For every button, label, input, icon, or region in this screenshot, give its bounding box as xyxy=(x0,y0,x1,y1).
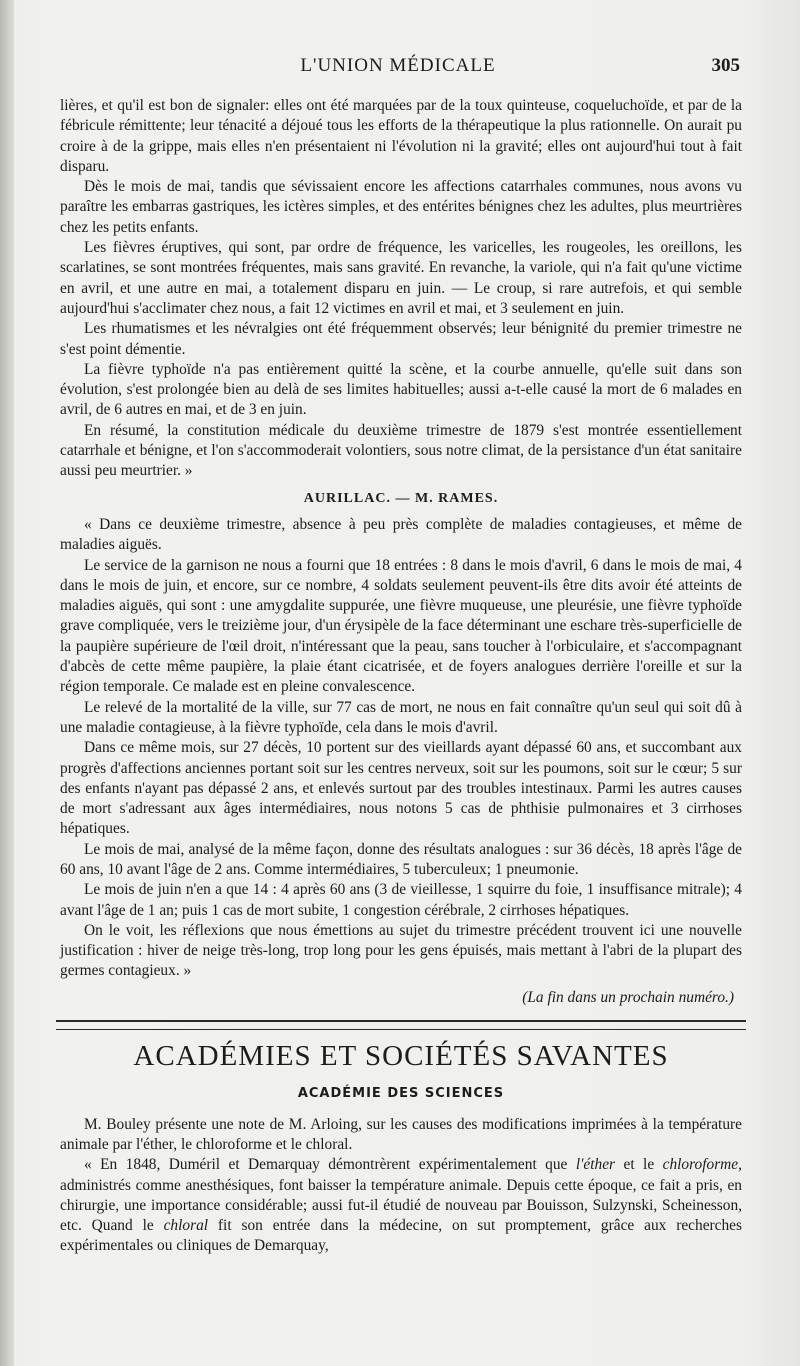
article-body xyxy=(60,96,742,1257)
paragraph: Le relevé de la mortalité de la ville, sur 77 cas de mort, ne nous en fait connaître qu'un seul qui soit dû à une maladie contagieuse, à la fièvre typhoïde, cela dans le mois d'avril. xyxy=(60,698,742,736)
paragraph: Les rhumatismes et les névralgies ont été fréquemment observés; leur bénignité du premier trimestre ne s'est point démentie. xyxy=(60,320,742,358)
paragraph: La fièvre typhoïde n'a pas entièrement quitté la scène, et la courbe annuelle, qu'elle suit dans son évolution, s'est prolongée bien au delà de ses limites habituelles; aussi a-t-elle causé la mort de 6 malades en avril, de 6 autres en mai, et de 3 en juin. xyxy=(60,360,742,419)
text-run: et le xyxy=(615,1156,663,1174)
sub-heading: ACADÉMIE DES SCIENCES xyxy=(297,1086,505,1102)
running-title: L'UNION MÉDICALE xyxy=(300,55,496,76)
paragraph: lières, et qu'il est bon de signaler: elles ont été marquées par de la toux quinteuse, coqueluchoïde, et par de la fébricule rémittente; leur ténacité a déjoué tous les efforts de la thérapeutique la plus rationnelle. On aurait pu croire à de la grippe, mais elles n'en présentaient ni l'évolution ni la gravité; elles ont aujourd'hui tout à fait disparu. xyxy=(60,97,742,175)
text-run: , administrés comme anesthésiques, font baisser la température animale. Depuis cette époque, ce fait a pris, en chirurgie, une importance considérable; aussi fut-il étudié de nouveau par Bouisson, Sulzynski, Scheinesson, etc. Quand le xyxy=(60,1156,742,1235)
text-run: « En 1848, Duméril et Demarquay démontrèrent expérimentalement que xyxy=(84,1156,576,1174)
paragraph xyxy=(60,1155,742,1256)
page-binding-edge xyxy=(0,0,14,1366)
paragraph: Le mois de juin n'en a que 14 : 4 après 60 ans (3 de vieillesse, 1 squirre du foie, 1 insuffisance mitrale); 4 avant l'âge de 1 an; puis 1 cas de mort subite, 1 congestion cérébrale, 2 cirrhoses hépatiques. xyxy=(60,881,742,919)
text-run: fit son entrée dans la médecine, on sut promptement, grâce aux recherches expérimentales ou cliniques de Demarquay, xyxy=(60,1217,743,1255)
paragraph: Dès le mois de mai, tandis que sévissaient encore les affections catarrhales communes, nous avons vu paraître les embarras gastriques, les ictères simples, et des entérites bénignes chez les adultes, plus meurtrières chez les petits enfants. xyxy=(60,178,742,236)
page-header xyxy=(56,55,740,81)
page-number: 305 xyxy=(711,55,740,76)
paragraph: Les fièvres éruptives, qui sont, par ordre de fréquence, les varicelles, les rougeoles, les oreillons, les scarlatines, se sont montrées fréquentes, mais sans gravité. En revanche, la variole, qui n'a fait qu'une victime en avril, et une autre en mai, a totalement disparu en juin. — Le croup, si rare autrefois, et qui semble aujourd'hui s'acclimater chez nous, a fait 12 victimes en avril et mai, et 3 seulement en juin. xyxy=(60,239,742,317)
paragraph: En résumé, la constitution médicale du deuxième trimestre de 1879 s'est montrée essentiellement catarrhale et bénigne, et l'on s'accommoderait volontiers, sous notre climat, de la persistance d'un état sanitaire aussi peu meurtrier. » xyxy=(60,421,742,480)
section-title-aurillac: AURILLAC. — M. RAMES. xyxy=(303,490,499,506)
italic-term: chloral xyxy=(163,1217,209,1235)
italic-term: chloroforme xyxy=(662,1156,739,1174)
main-heading: ACADÉMIES ET SOCIÉTÉS SAVANTES xyxy=(133,1040,669,1073)
continued-note: (La fin dans un prochain numéro.) xyxy=(522,988,734,1006)
paragraph: « Dans ce deuxième trimestre, absence à peu près complète de maladies contagieuses, et même de maladies aiguës. xyxy=(60,515,742,554)
paragraph: Le mois de mai, analysé de la même façon, donne des résultats analogues : sur 36 décès, 18 après l'âge de 60 ans, 10 avant l'âge de 2 ans. Comme intermédiaires, 5 tuberculeux; 1 pneumonie. xyxy=(60,840,742,878)
double-rule-divider xyxy=(56,1020,746,1030)
paragraph: Le service de la garnison ne nous a fourni que 18 entrées : 8 dans le mois d'avril, 6 dans le mois de mai, 4 dans le mois de juin, et encore, sur ce nombre, 4 soldats seulement peuvent-ils être dits avoir été atteints de maladies aiguës, qui sont : une amygdalite suppurée, une fièvre muqueuse, une pleurésie, une fièvre typhoïde grave compliquée, vers le treizième jour, d'un érysipèle de la face déterminant une eschare très-superficielle de la paupière supérieure de l'œil droit, n'intéressant que la peau, sans toucher à l'orbiculaire, et s'accompagnant d'abcès de cette même paupière, la plaie étant cicatrisée, et de foyers analogues derrière l'oreille et sur la région temporale. Ce malade est en pleine convalescence. xyxy=(60,556,743,696)
paragraph: Dans ce même mois, sur 27 décès, 10 portent sur des vieillards ayant dépassé 60 ans, et succombant aux progrès d'affections anciennes portant soit sur les centres nerveux, soit sur les poumons, soit sur le cœur; 5 sur des enfants n'ayant pas dépassé 2 ans, et enlevés surtout par des troubles intestinaux. Parmi les autres causes de mort s'adressant aux âges intermédiaires, nous notons 5 cas de phthisie pulmonaires et 3 cirrhoses hépatiques. xyxy=(60,739,742,838)
paragraph: On le voit, les réflexions que nous émettions au sujet du trimestre précédent trouvent ici une nouvelle justification : hiver de neige très-long, trop long pour les gens épuisés, mais mettant à l'abri de la plupart des germes contagieux. » xyxy=(60,921,742,980)
italic-term: l'éther xyxy=(575,1156,616,1174)
paragraph: M. Bouley présente une note de M. Arloing, sur les causes des modifications imprimées à la température animale par l'éther, le chloroforme et le chloral. xyxy=(60,1115,742,1153)
